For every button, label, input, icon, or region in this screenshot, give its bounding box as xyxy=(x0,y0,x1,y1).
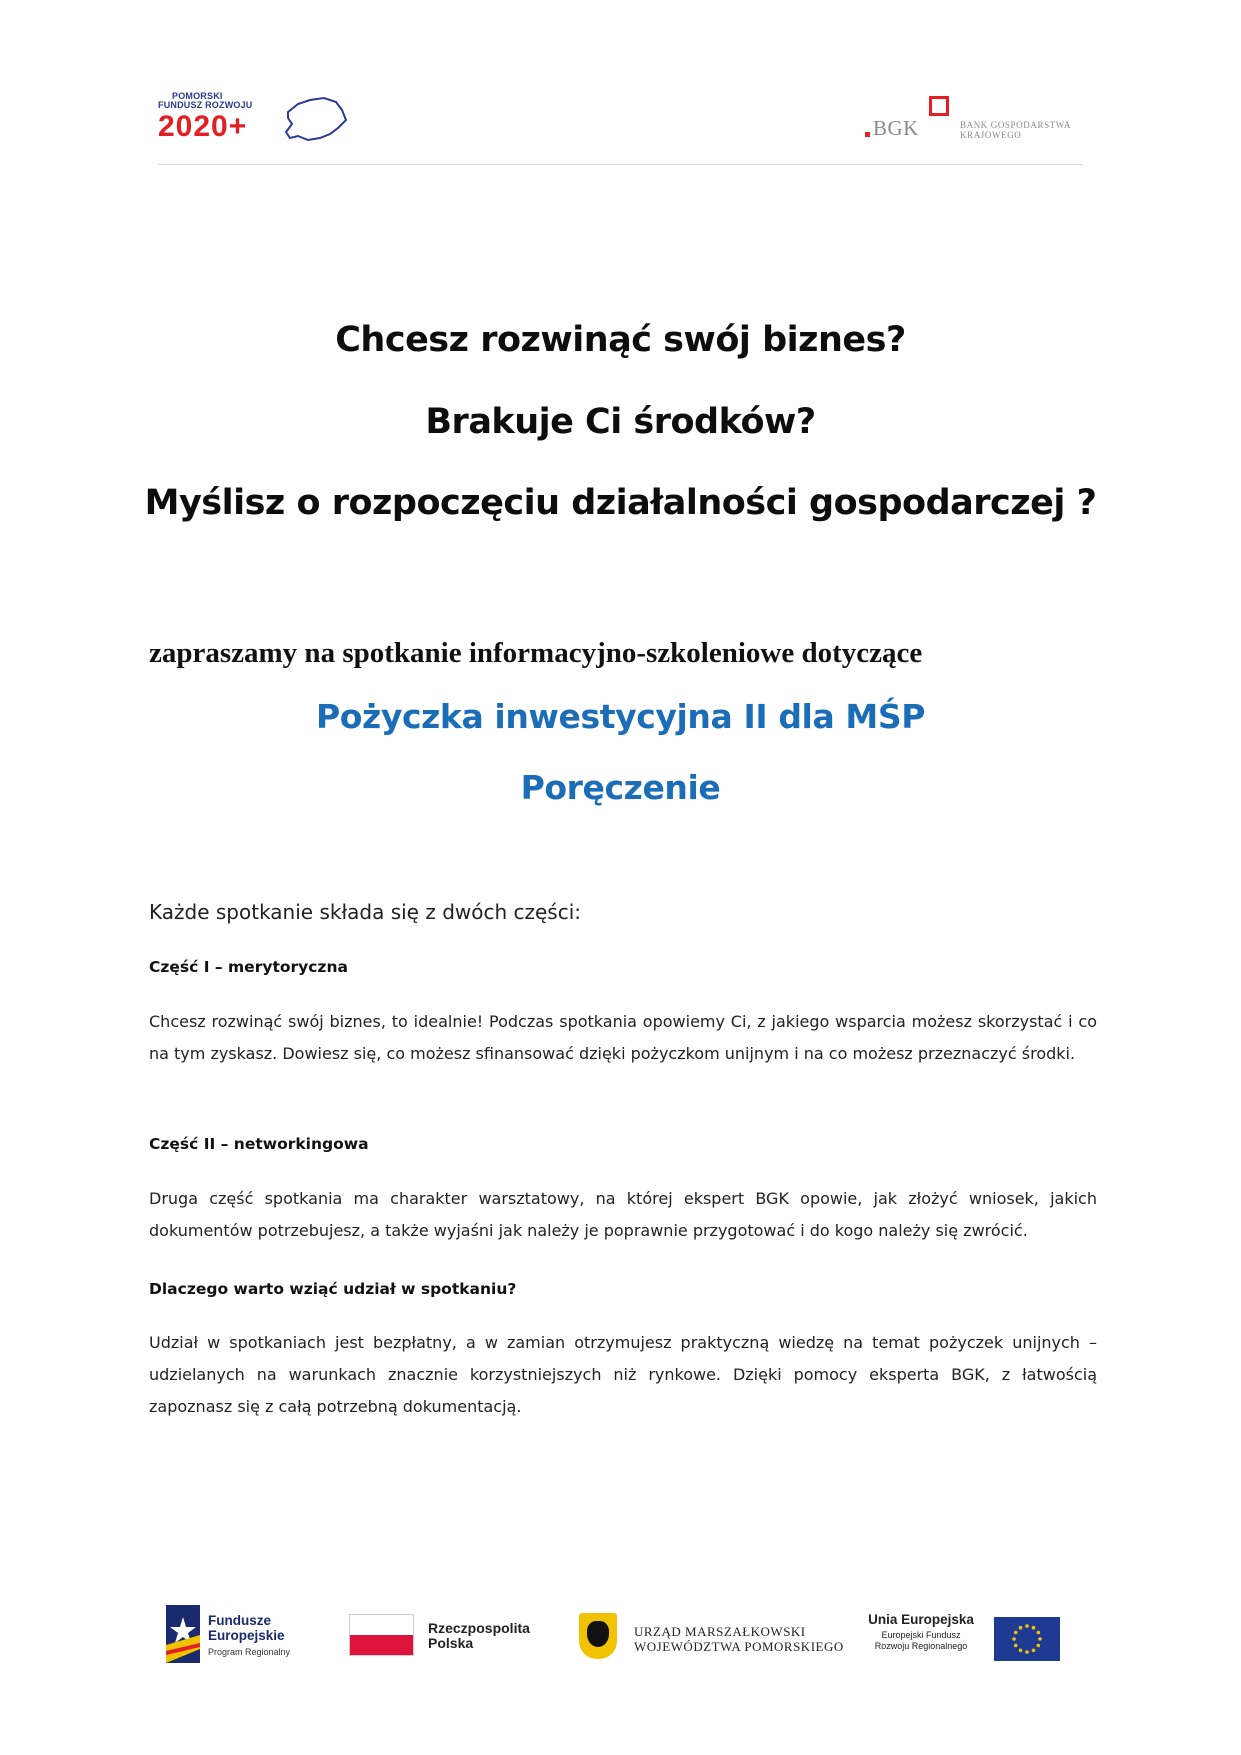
bgk-square-icon xyxy=(929,96,949,116)
pomerania-map-icon xyxy=(284,94,350,146)
ue-sub2: Rozwoju Regionalnego xyxy=(874,1641,968,1651)
pomorskie-crest-icon xyxy=(579,1613,617,1659)
um-line2: WOJEWÓDZTWA POMORSKIEGO xyxy=(634,1639,844,1654)
bgk-line2: KRAJOWEGO xyxy=(960,130,1022,140)
section-heading-1: Część I – merytoryczna xyxy=(149,958,348,976)
section-heading-2: Część II – networkingowa xyxy=(149,1135,369,1153)
section-text-2: Druga część spotkania ma charakter warsztatowy, na której ekspert BGK opowie, jak złożyć wniosek, jakich dokumentów potrzebujesz, a także wyjaśni jak należy je poprawnie przygotować i do kogo należy się zwrócić. xyxy=(149,1189,1097,1240)
headline-2: Brakuje Ci środków? xyxy=(425,402,816,442)
bgk-abbr: BGK xyxy=(873,116,919,140)
logo-line2: FUNDUSZ ROZWOJU xyxy=(158,100,253,110)
rp-line1: Rzeczpospolita xyxy=(428,1620,530,1636)
headline-1: Chcesz rozwinąć swój biznes? xyxy=(335,320,906,360)
headline-3: Myślisz o rozpoczęciu działalności gospodarczej ? xyxy=(144,483,1097,523)
eu-stars-icon xyxy=(994,1617,1060,1661)
ue-sub1: Europejski Fundusz xyxy=(881,1630,961,1640)
um-line1: URZĄD MARSZAŁKOWSKI xyxy=(634,1624,806,1639)
bgk-line1: BANK GOSPODARSTWA xyxy=(960,120,1071,130)
fe-star-icon xyxy=(166,1605,200,1663)
fe-line2: Europejskie xyxy=(208,1628,285,1643)
section-heading-3: Dlaczego warto wziąć udział w spotkaniu? xyxy=(149,1280,517,1298)
fundusze-europejskie-logo xyxy=(166,1605,316,1669)
section-text-3: Udział w spotkaniach jest bezpłatny, a w zamian otrzymujesz praktyczną wiedzę na temat pożyczek unijnych – udzielanych na warunkach znacznie korzystniejszych niż rynkowe. Dzięki pomocy eksperta BGK, z łatwością zapoznasz się z całą potrzebną dokumentacją. xyxy=(149,1333,1097,1416)
logo-2020: 2020+ xyxy=(158,110,248,143)
fe-sub: Program Regionalny xyxy=(208,1647,291,1657)
bgk-logo xyxy=(865,96,1085,146)
polish-flag-icon xyxy=(349,1614,414,1656)
urzad-marszalkowski-logo xyxy=(579,1605,844,1669)
rp-line2: Polska xyxy=(428,1635,474,1651)
pomorski-fundusz-logo xyxy=(158,92,348,154)
unia-europejska-logo xyxy=(862,1605,1067,1669)
fe-line1: Fundusze xyxy=(208,1613,271,1628)
bgk-dot-icon xyxy=(865,132,870,137)
header-divider xyxy=(158,164,1083,165)
rzeczpospolita-logo xyxy=(349,1605,539,1669)
program-title-2: Poręczenie xyxy=(520,768,721,807)
eu-flag-icon xyxy=(994,1617,1060,1661)
lead-text: Każde spotkanie składa się z dwóch części: xyxy=(149,900,582,924)
invitation-text: zapraszamy na spotkanie informacyjno-szkoleniowe dotyczące xyxy=(149,637,923,669)
program-title-1: Pożyczka inwestycyjna II dla MŚP xyxy=(315,697,925,736)
section-text-1: Chcesz rozwinąć swój biznes, to idealnie! Podczas spotkania opowiemy Ci, z jakiego wsparcia możesz skorzystać i co na tym zyskasz. Dowiesz się, co możesz sfinansować dzięki pożyczkom unijnym i na co możesz przeznaczyć środki. xyxy=(149,1012,1097,1063)
ue-line1: Unia Europejska xyxy=(868,1612,974,1627)
logo-line1: POMORSKI xyxy=(172,91,223,101)
